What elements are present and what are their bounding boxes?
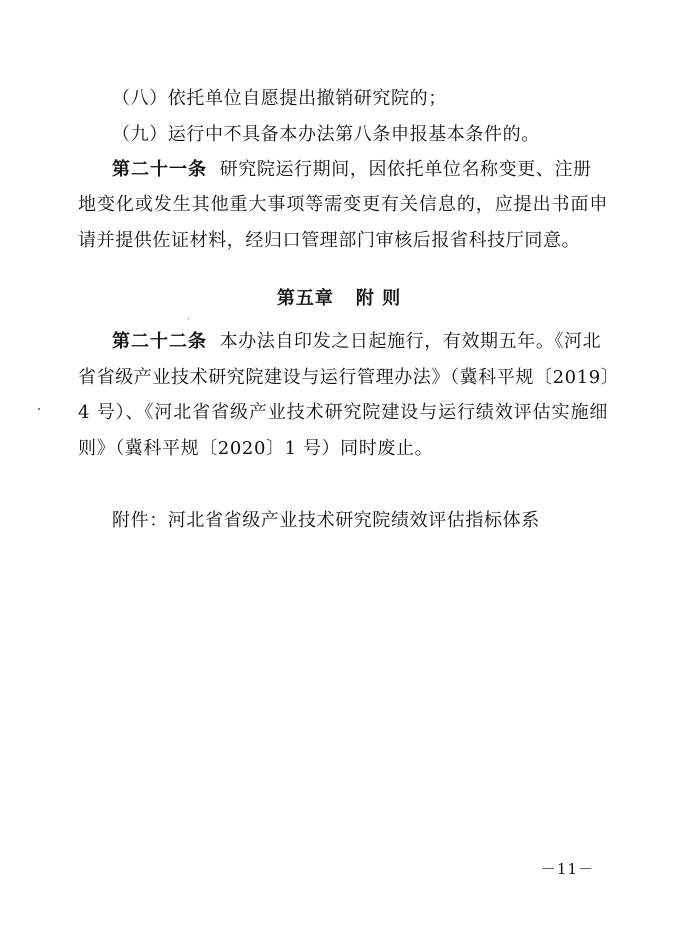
chapter-title: 附 则 [355, 288, 402, 309]
article-22-text-4: 则》（冀科平规〔2020〕1 号）同时废止。 [78, 438, 434, 459]
attachment-line: 附件：河北省省级产业技术研究院绩效评估指标体系 [112, 510, 540, 531]
article-21-label: 第二十一条 [112, 159, 207, 180]
article-21-text-2: 地变化或发生其他重大事项等需变更有关信息的，应提出书面申 [78, 194, 608, 215]
article-22-text-2: 省省级产业技术研究院建设与运行管理办法》（冀科平规〔2019〕 [78, 367, 620, 388]
scan-speck [38, 408, 40, 410]
item-9: （九）运行中不具备本办法第八条申报基本条件的。 [112, 124, 540, 145]
article-21-text-3: 请并提供佐证材料，经归口管理部门审核后报省科技厅同意。 [78, 230, 581, 251]
article-22-first-line [112, 330, 608, 354]
article-22-text-3: 4 号）、《河北省省级产业技术研究院建设与运行绩效评估实施细 [78, 402, 608, 423]
chapter-number: 第五章 [276, 288, 334, 309]
article-21-text-1: 研究院运行期间，因依托单位名称变更、注册 [219, 159, 592, 180]
scan-speck [188, 318, 189, 319]
page-number: －11－ [540, 860, 594, 878]
article-22-label: 第二十二条 [112, 331, 207, 352]
article-22-text-1: 本办法自印发之日起施行，有效期五年。《河北 [219, 331, 602, 352]
article-21-first-line [112, 158, 608, 182]
item-8: （八）依托单位自愿提出撤销研究院的； [112, 88, 447, 109]
chapter-heading [0, 287, 678, 311]
